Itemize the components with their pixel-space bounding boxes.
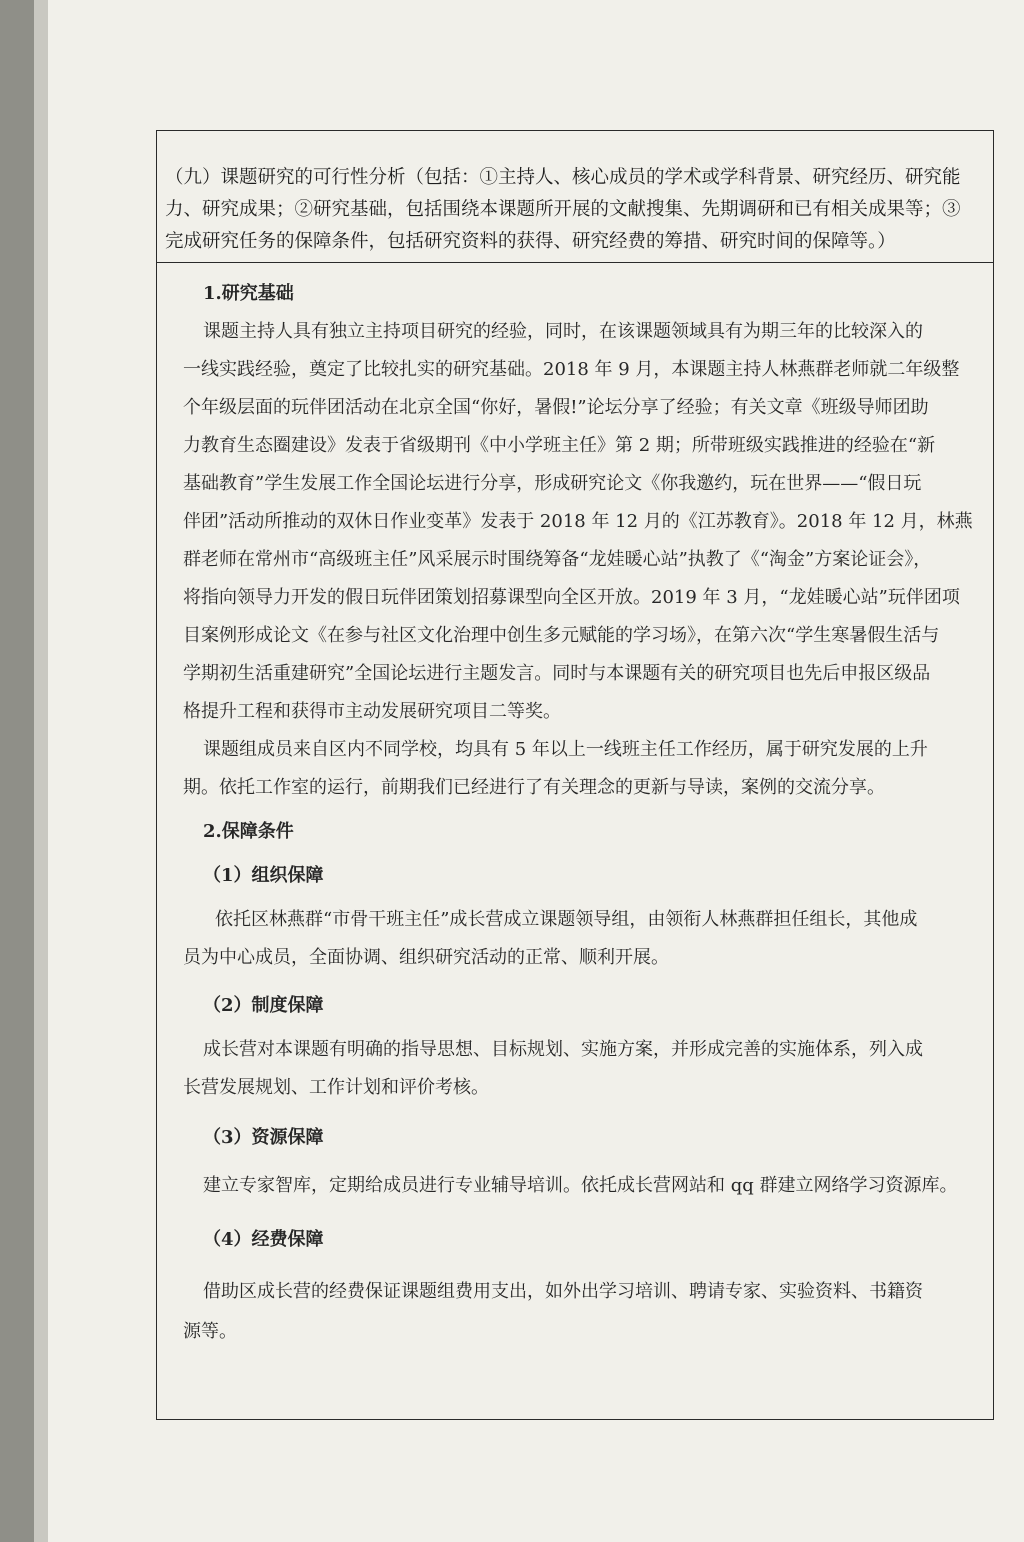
subsection-title: （1）组织保障 [203,865,324,886]
subsection-title: （4）经费保障 [203,1229,324,1250]
subsection-title: （2）制度保障 [203,995,324,1016]
paragraph-line: 学期初生活重建研究”全国论坛进行主题发言。同时与本课题有关的研究项目也先后申报区级品 [183,663,931,684]
paragraph-line: 伴团”活动所推动的双休日作业变革》发表于 2018 年 12 月的《江苏教育》。2018 年 12 月，林燕 [183,511,973,532]
paragraph-line: 建立专家智库，定期给成员进行专业辅导培训。依托成长营网站和 qq 群建立网络学习资源库。 [203,1175,958,1196]
form-table [156,130,994,1420]
paragraph-line: 群老师在常州市“高级班主任”风采展示时围绕筹备“龙娃暖心站”执教了《“淘金”方案论证会》， [183,549,932,570]
paragraph-line: 一线实践经验，奠定了比较扎实的研究基础。2018 年 9 月，本课题主持人林燕群老师就二年级整 [183,359,960,380]
paragraph-line: 员为中心成员，全面协调、组织研究活动的正常、顺利开展。 [183,947,669,968]
paragraph-line: 课题组成员来自区内不同学校，均具有 5 年以上一线班主任工作经历，属于研究发展的上升 [203,739,928,760]
header-line: 完成研究任务的保障条件，包括研究资料的获得、研究经费的筹措、研究时间的保障等。） [165,231,896,252]
paragraph-line: 依托区林燕群“市骨干班主任”成长营成立课题领导组，由领衔人林燕群担任组长，其他成 [215,909,918,930]
paragraph-line: 成长营对本课题有明确的指导思想、目标规划、实施方案，并形成完善的实施体系，列入成 [203,1039,923,1060]
paragraph-line: 期。依托工作室的运行，前期我们已经进行了有关理念的更新与导读，案例的交流分享。 [183,777,885,798]
paragraph-line: 课题主持人具有独立主持项目研究的经验，同时，在该课题领域具有为期三年的比较深入的 [203,321,923,342]
paragraph-line: 目案例形成论文《在参与社区文化治理中创生多元赋能的学习场》，在第六次“学生寒暑假生活与 [183,625,940,646]
paragraph-line: 长营发展规划、工作计划和评价考核。 [183,1077,489,1098]
paragraph-line: 个年级层面的玩伴团活动在北京全国“你好，暑假!”论坛分享了经验；有关文章《班级导师团助 [183,397,929,418]
section-header-cell [157,131,993,263]
section-title: 1.研究基础 [203,283,294,304]
header-line: 力、研究成果；②研究基础，包括围绕本课题所开展的文献搜集、先期调研和已有相关成果等；③ [165,199,961,220]
subsection-title: （3）资源保障 [203,1127,324,1148]
header-line: （九）课题研究的可行性分析（包括：①主持人、核心成员的学术或学科背景、研究经历、研究能 [165,167,961,188]
paragraph-line: 将指向领导力开发的假日玩伴团策划招募课型向全区开放。2019 年 3 月，“龙娃暖心站”玩伴团项 [183,587,960,608]
paragraph-line: 源等。 [183,1321,237,1342]
paragraph-line: 基础教育”学生发展工作全国论坛进行分享，形成研究论文《你我邀约，玩在世界——“假日玩 [183,473,922,494]
content-cell [157,263,993,1421]
paragraph-line: 借助区成长营的经费保证课题组费用支出，如外出学习培训、聘请专家、实验资料、书籍资 [203,1281,923,1302]
paragraph-line: 格提升工程和获得市主动发展研究项目二等奖。 [183,701,561,722]
paragraph-line: 力教育生态圈建设》发表于省级期刊《中小学班主任》第 2 期；所带班级实践推进的经验在“新 [183,435,936,456]
section-title: 2.保障条件 [203,821,294,842]
page-edge-shadow [34,0,48,1542]
